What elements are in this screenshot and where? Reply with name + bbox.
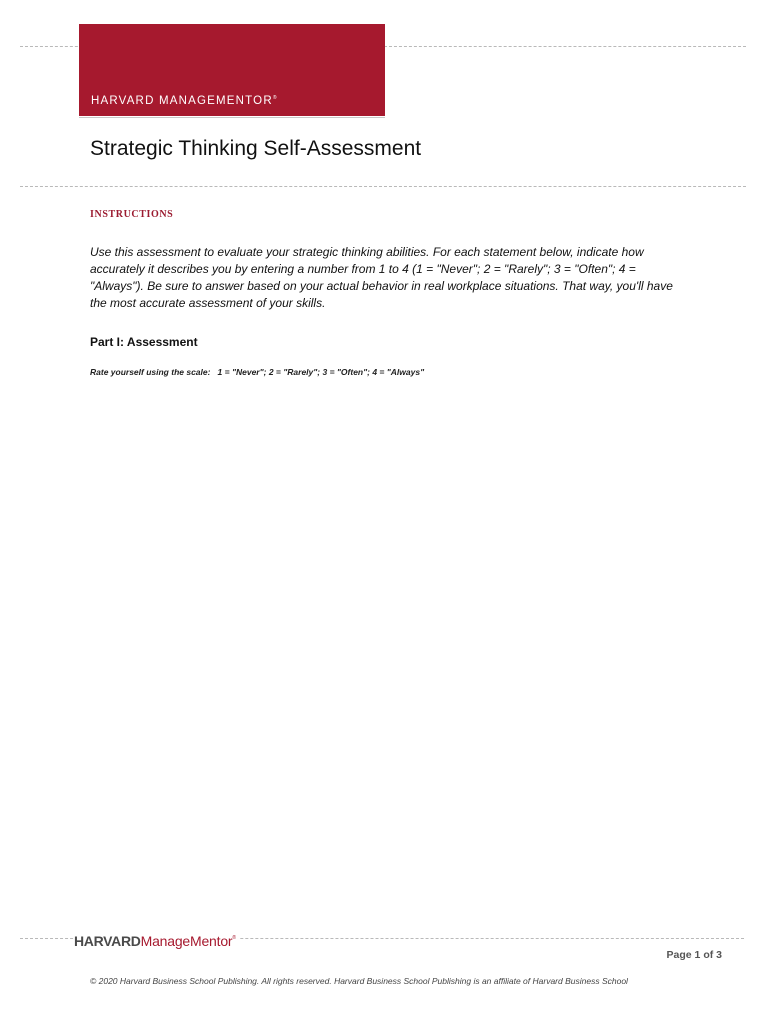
rating-scale-note: Rate yourself using the scale: 1 = "Never"; 2 = "Rarely"; 3 = "Often"; 4 = "Always"	[90, 367, 425, 377]
footer-logo	[74, 929, 239, 950]
header-dotted-divider	[20, 186, 746, 187]
brand-logo-text	[91, 95, 277, 107]
footer-registered-mark: ®	[232, 935, 237, 941]
instructions-heading: INSTRUCTIONS	[90, 209, 174, 220]
footer-logo-harvard: HARVARD	[74, 933, 141, 949]
part-one-heading: Part I: Assessment	[90, 335, 198, 349]
registered-mark: ®	[272, 95, 277, 101]
banner-underline	[79, 117, 385, 118]
instructions-text: Use this assessment to evaluate your strategic thinking abilities. For each statement below, indicate how accurately it describes you by entering a number from 1 to 4 (1 = "Never"; 2 = "Rarely"; 3 = "Often"; 4 = "Always"). Be sure to answer based on your actual behavior in real workplace situations. That way, you'll have the most accurate assessment of your skills.	[90, 245, 673, 310]
copyright-notice: © 2020 Harvard Business School Publishing. All rights reserved. Harvard Business School Publishing is an affiliate of Harvard Business School	[90, 976, 628, 986]
brand-banner	[79, 24, 385, 116]
footer-logo-managementor: ManageMentor	[140, 933, 233, 949]
page-title: Strategic Thinking Self-Assessment	[90, 137, 422, 160]
page-number: Page 1 of 3	[666, 949, 722, 961]
brand-name: HARVARD MANAGEMENTOR	[91, 95, 273, 107]
